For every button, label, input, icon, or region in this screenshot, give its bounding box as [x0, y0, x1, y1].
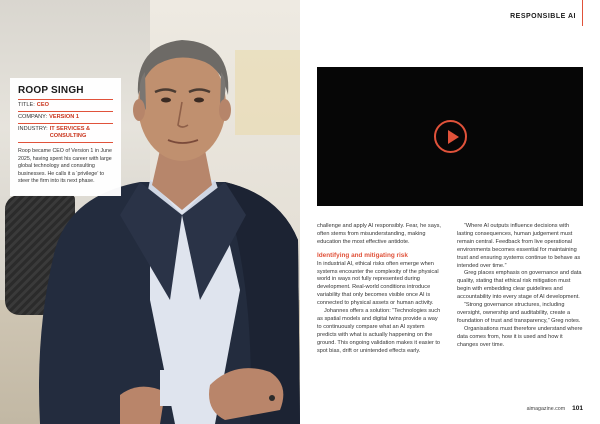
profile-title-row: [18, 100, 113, 112]
video-player[interactable]: [317, 67, 583, 206]
footer-site: aimagazine.com: [526, 406, 566, 412]
header-accent-rule: [582, 0, 583, 26]
article-paragraph: In industrial AI, ethical risks often emerge when systems encounter the complexity of the physical world in ways not fully represented during development. Real-world conditions introduce variability that only becomes visible once AI is connected to physical assets or human activity.: [317, 260, 439, 307]
section-title: RESPONSIBLE AI: [510, 13, 576, 20]
industry-label: INDUSTRY:: [18, 126, 48, 132]
company-label: COMPANY:: [18, 114, 48, 120]
article-column-2: [457, 223, 583, 350]
play-icon[interactable]: [434, 120, 467, 153]
title-value: CEO: [36, 102, 49, 108]
profile-card: [10, 78, 121, 196]
article-paragraph: “Strong governance structures, including oversight, ownership and auditability, create a foundation of trust and transparency,” Greg notes.: [457, 302, 581, 324]
page-footer: [527, 405, 583, 412]
profile-name: ROOP SINGH: [18, 85, 113, 100]
profile-bio: Roop became CEO of Version 1 in June 2025, having spent his career with large global technology and consulting businesses. He calls it a ‘privilege’ to steer the firm into its next phase.: [18, 148, 112, 185]
article-paragraph: Johannes offers a solution: “Technologies such as spatial models and digital twins provide a way to continuously compare what an AI system predicts with what is actually happening on the ground. This ongoing validation makes it easier to spot bias, drift or unintended effects early.: [317, 308, 441, 354]
article-subheading: Identifying and mitigating risk: [317, 251, 408, 259]
article-column-1: [317, 223, 443, 356]
article-paragraph: “Where AI outputs influence decisions with lasting consequences, human judgement must remain central. Feedback from live operational environments becomes essential for maintaining trust and ensuring systems continue to behave as intended over time.”: [457, 223, 581, 269]
right-page-article: [300, 0, 600, 424]
article-paragraph: Greg places emphasis on governance and data quality, stating that ethical risk mitigation must begin with embedding clear guidelines and accountability into every stage of AI development.: [457, 270, 582, 301]
profile-industry-row: [18, 124, 113, 143]
article-paragraph: challenge and apply AI responsibly. Fear, he says, often stems from misunderstanding, making education the most effective antidote.: [317, 223, 441, 245]
title-label: TITLE:: [18, 102, 35, 108]
page-number: 101: [572, 405, 583, 412]
article-paragraph: Organisations must therefore understand where data comes from, how it is used and how it changes over time.: [457, 325, 583, 348]
profile-company-row: [18, 112, 113, 124]
company-value: VERSION 1: [49, 114, 79, 120]
industry-value: IT SERVICES & CONSULTING: [49, 126, 91, 139]
